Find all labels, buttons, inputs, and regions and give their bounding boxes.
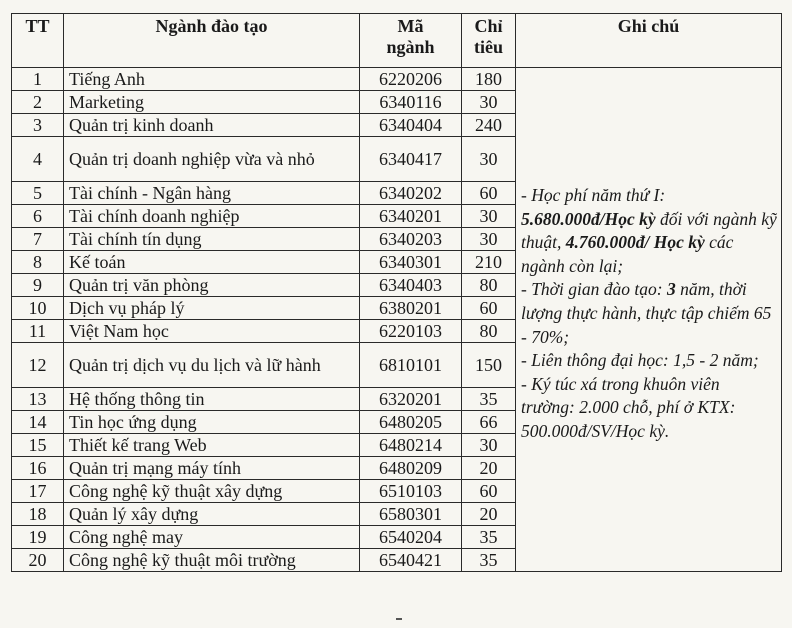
header-quota-line1: Chỉ bbox=[474, 16, 503, 36]
row-quota: 66 bbox=[462, 411, 516, 434]
row-quota: 80 bbox=[462, 274, 516, 297]
row-program: Tiếng Anh bbox=[64, 68, 360, 91]
row-tt: 16 bbox=[12, 457, 64, 480]
row-tt: 19 bbox=[12, 526, 64, 549]
note-dorm: - Ký túc xá trong khuôn viên trường: 2.000 chỗ, phí ở KTX: 500.000đ/SV/Học kỳ. bbox=[521, 373, 736, 441]
row-code: 6540421 bbox=[360, 549, 462, 572]
row-code: 6340404 bbox=[360, 114, 462, 137]
row-tt: 10 bbox=[12, 297, 64, 320]
row-code: 6340417 bbox=[360, 137, 462, 182]
note-fee-other-amount: 4.760.000đ/ Học kỳ bbox=[565, 232, 705, 253]
table-row bbox=[12, 68, 782, 91]
row-quota: 30 bbox=[462, 205, 516, 228]
row-code: 6810101 bbox=[360, 343, 462, 388]
note-duration-prefix: - Thời gian đào tạo: bbox=[521, 279, 667, 300]
page-mark bbox=[396, 618, 402, 620]
row-program: Quản trị mạng máy tính bbox=[64, 457, 360, 480]
row-tt: 4 bbox=[12, 137, 64, 182]
row-program: Hệ thống thông tin bbox=[64, 388, 360, 411]
row-code: 6510103 bbox=[360, 480, 462, 503]
row-program: Tài chính tín dụng bbox=[64, 228, 360, 251]
header-program: Ngành đào tạo bbox=[64, 14, 360, 68]
cropped-heading-fragment bbox=[250, 0, 550, 5]
row-tt: 12 bbox=[12, 343, 64, 388]
row-quota: 35 bbox=[462, 526, 516, 549]
row-program: Tài chính doanh nghiệp bbox=[64, 205, 360, 228]
row-program: Công nghệ may bbox=[64, 526, 360, 549]
row-quota: 20 bbox=[462, 457, 516, 480]
row-code: 6480205 bbox=[360, 411, 462, 434]
row-quota: 35 bbox=[462, 549, 516, 572]
row-quota: 60 bbox=[462, 297, 516, 320]
header-note: Ghi chú bbox=[516, 14, 782, 68]
row-quota: 20 bbox=[462, 503, 516, 526]
row-quota: 150 bbox=[462, 343, 516, 388]
header-row bbox=[12, 14, 782, 68]
row-program: Quản trị kinh doanh bbox=[64, 114, 360, 137]
row-code: 6340201 bbox=[360, 205, 462, 228]
row-program: Việt Nam học bbox=[64, 320, 360, 343]
row-code: 6480214 bbox=[360, 434, 462, 457]
row-program: Quản trị văn phòng bbox=[64, 274, 360, 297]
note-fee-tech-amount: 5.680.000đ/Học kỳ bbox=[521, 208, 656, 229]
row-code: 6340202 bbox=[360, 182, 462, 205]
row-code: 6580301 bbox=[360, 503, 462, 526]
row-code: 6220206 bbox=[360, 68, 462, 91]
row-quota: 30 bbox=[462, 91, 516, 114]
row-program: Dịch vụ pháp lý bbox=[64, 297, 360, 320]
row-tt: 20 bbox=[12, 549, 64, 572]
admission-quota-table bbox=[11, 13, 782, 572]
row-tt: 6 bbox=[12, 205, 64, 228]
row-quota: 240 bbox=[462, 114, 516, 137]
row-quota: 30 bbox=[462, 228, 516, 251]
note-fee-other-text: các ngành còn lại; bbox=[521, 232, 734, 276]
row-code: 6380201 bbox=[360, 297, 462, 320]
row-program: Công nghệ kỹ thuật môi trường bbox=[64, 549, 360, 572]
header-quota-line2: tiêu bbox=[474, 37, 503, 57]
row-quota: 30 bbox=[462, 434, 516, 457]
row-program: Quản lý xây dựng bbox=[64, 503, 360, 526]
row-tt: 5 bbox=[12, 182, 64, 205]
row-tt: 13 bbox=[12, 388, 64, 411]
row-tt: 7 bbox=[12, 228, 64, 251]
row-quota: 210 bbox=[462, 251, 516, 274]
row-code: 6340203 bbox=[360, 228, 462, 251]
row-program: Quản trị dịch vụ du lịch và lữ hành bbox=[64, 343, 360, 388]
row-program: Kế toán bbox=[64, 251, 360, 274]
header-tt: TT bbox=[12, 14, 64, 68]
row-tt: 8 bbox=[12, 251, 64, 274]
row-tt: 18 bbox=[12, 503, 64, 526]
row-tt: 15 bbox=[12, 434, 64, 457]
row-program: Quản trị doanh nghiệp vừa và nhỏ bbox=[64, 137, 360, 182]
row-quota: 80 bbox=[462, 320, 516, 343]
note-transfer: - Liên thông đại học: 1,5 - 2 năm; bbox=[521, 350, 759, 371]
notes-cell bbox=[516, 68, 782, 572]
row-code: 6320201 bbox=[360, 388, 462, 411]
note-duration-value: 3 bbox=[666, 279, 676, 300]
row-tt: 14 bbox=[12, 411, 64, 434]
row-tt: 3 bbox=[12, 114, 64, 137]
row-program: Marketing bbox=[64, 91, 360, 114]
header-code-line2: ngành bbox=[386, 37, 435, 57]
row-code: 6220103 bbox=[360, 320, 462, 343]
row-program: Tin học ứng dụng bbox=[64, 411, 360, 434]
row-tt: 11 bbox=[12, 320, 64, 343]
row-quota: 30 bbox=[462, 137, 516, 182]
row-code: 6340403 bbox=[360, 274, 462, 297]
row-program: Tài chính - Ngân hàng bbox=[64, 182, 360, 205]
row-program: Thiết kế trang Web bbox=[64, 434, 360, 457]
row-quota: 35 bbox=[462, 388, 516, 411]
row-tt: 9 bbox=[12, 274, 64, 297]
note-duration bbox=[521, 278, 777, 349]
note-fee bbox=[521, 184, 777, 278]
row-code: 6540204 bbox=[360, 526, 462, 549]
header-quota bbox=[462, 14, 516, 68]
row-program: Công nghệ kỹ thuật xây dựng bbox=[64, 480, 360, 503]
row-quota: 60 bbox=[462, 182, 516, 205]
row-tt: 2 bbox=[12, 91, 64, 114]
note-fee-tech-text: đối với ngành kỹ thuật, bbox=[521, 208, 777, 253]
note-fee-intro: - Học phí năm thứ I: bbox=[521, 185, 666, 205]
row-code: 6340301 bbox=[360, 251, 462, 274]
row-code: 6340116 bbox=[360, 91, 462, 114]
row-quota: 180 bbox=[462, 68, 516, 91]
header-code bbox=[360, 14, 462, 68]
row-code: 6480209 bbox=[360, 457, 462, 480]
row-tt: 17 bbox=[12, 480, 64, 503]
note-duration-suffix: năm, thời lượng thực hành, thực tập chiếm 65 - 70%; bbox=[521, 279, 772, 347]
header-code-line1: Mã bbox=[397, 16, 424, 36]
row-quota: 60 bbox=[462, 480, 516, 503]
row-tt: 1 bbox=[12, 68, 64, 91]
